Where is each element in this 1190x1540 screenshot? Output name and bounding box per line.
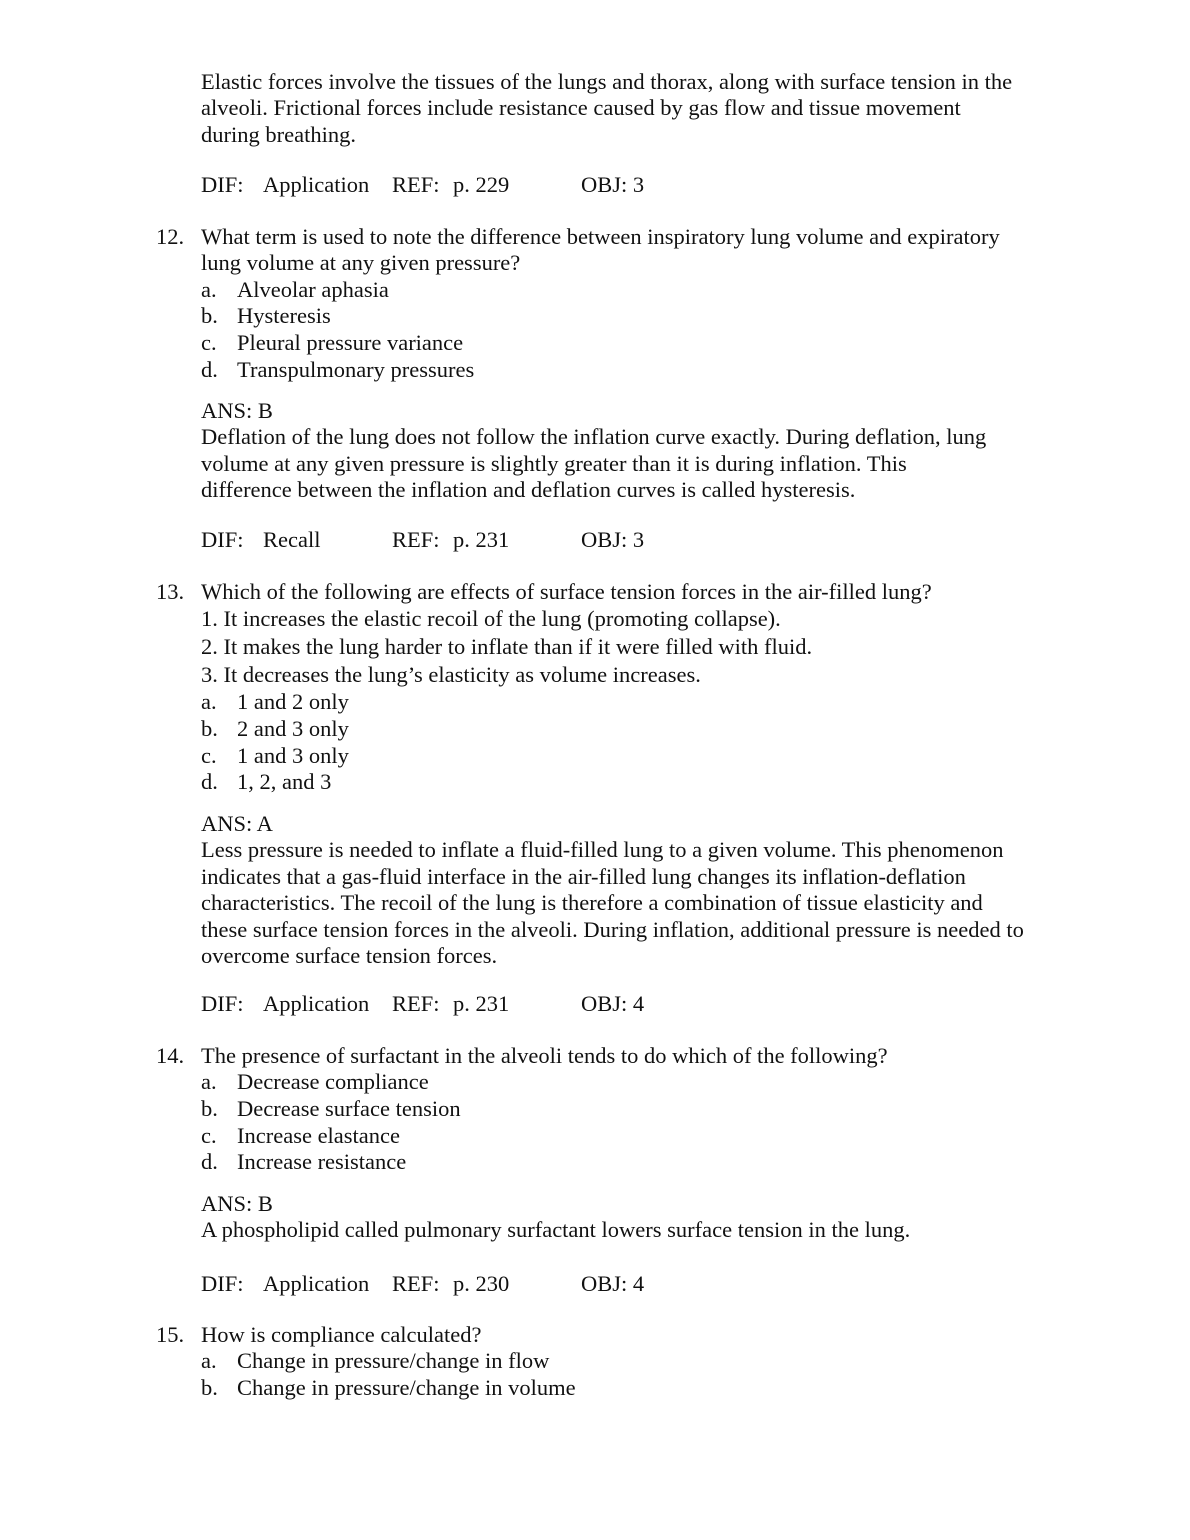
option-letter: a.	[201, 276, 217, 302]
rationale-line: A phospholipid called pulmonary surfactant lowers surface tension in the lung.	[201, 1217, 911, 1243]
question-meta	[201, 991, 901, 1017]
question-meta	[201, 527, 901, 553]
difficulty: Recall	[263, 527, 321, 552]
option-text: Alveolar aphasia	[237, 276, 389, 302]
question-15	[156, 1322, 576, 1402]
option-b	[201, 716, 932, 743]
option-text: Change in pressure/change in volume	[237, 1375, 576, 1400]
rationale-line: Deflation of the lung does not follow the inflation curve exactly. During deflation, lung	[201, 424, 987, 450]
ref-label: REF:	[392, 991, 440, 1016]
option-text: Pleural pressure variance	[237, 330, 464, 355]
option-b	[201, 1375, 576, 1402]
stem-line: The presence of surfactant in the alveoli tends to do which of the following?	[201, 1043, 888, 1068]
question-number: 13.	[156, 579, 185, 604]
stem-line: Which of the following are effects of surface tension forces in the air-filled lung?	[201, 579, 932, 604]
option-letter: a.	[201, 689, 217, 715]
stem-line: lung volume at any given pressure?	[201, 250, 521, 276]
option-c	[201, 1123, 888, 1150]
option-text: Hysteresis	[237, 303, 331, 329]
rationale-line: volume at any given pressure is slightly greater than it is during inflation. This	[201, 450, 907, 476]
option-text: Change in pressure/change in flow	[237, 1348, 550, 1374]
question-meta	[201, 172, 901, 198]
option-letter: d.	[201, 1149, 218, 1175]
answer-block	[201, 398, 986, 504]
answer-block	[201, 811, 1024, 969]
option-d	[201, 1149, 888, 1176]
option-b	[201, 1096, 888, 1123]
objective: OBJ: 3	[581, 172, 645, 197]
rationale-line: characteristics. The recoil of the lung is therefore a combination of tissue elasticity and	[201, 890, 983, 916]
option-letter: a.	[201, 1348, 217, 1374]
option-letter: b.	[201, 716, 218, 741]
statement: 3. It decreases the lung’s elasticity as volume increases.	[201, 662, 701, 688]
option-text: Increase resistance	[237, 1149, 407, 1175]
option-letter: d.	[201, 356, 218, 382]
option-letter: b.	[201, 1375, 218, 1400]
dif-label: DIF:	[201, 527, 244, 552]
stem-line: How is compliance calculated?	[201, 1322, 482, 1347]
stem-line: What term is used to note the difference between inspiratory lung volume and expiratory	[201, 224, 1000, 249]
question-12	[156, 224, 1000, 383]
dif-label: DIF:	[201, 1271, 244, 1296]
option-b	[201, 303, 1000, 330]
difficulty: Application	[263, 991, 370, 1016]
dif-label: DIF:	[201, 991, 244, 1016]
dif-label: DIF:	[201, 172, 244, 197]
rationale-line: difference between the inflation and deflation curves is called hysteresis.	[201, 477, 856, 503]
objective: OBJ: 3	[581, 527, 645, 552]
text-line: alveoli. Frictional forces include resistance caused by gas flow and tissue movement	[201, 95, 961, 121]
ref-label: REF:	[392, 172, 440, 197]
question-number: 12.	[156, 224, 185, 249]
ref-label: REF:	[392, 527, 440, 552]
answer: ANS: B	[201, 1191, 273, 1216]
option-d	[201, 357, 1000, 384]
option-text: Decrease compliance	[237, 1069, 429, 1095]
option-letter: c.	[201, 330, 217, 355]
reference: p. 230	[453, 1271, 510, 1296]
option-letter: c.	[201, 742, 217, 768]
reference: p. 229	[453, 172, 510, 197]
rationale-line: overcome surface tension forces.	[201, 943, 498, 969]
option-letter: b.	[201, 1096, 218, 1121]
text-line: Elastic forces involve the tissues of the lungs and thorax, along with surface tension in the	[201, 69, 1013, 94]
question-number: 14.	[156, 1043, 185, 1068]
question-14	[156, 1043, 888, 1176]
objective: OBJ: 4	[581, 1271, 645, 1296]
option-letter: a.	[201, 1069, 217, 1095]
question-number: 15.	[156, 1322, 185, 1347]
answer: ANS: A	[201, 811, 273, 836]
question-meta	[201, 1271, 901, 1297]
reference: p. 231	[453, 991, 510, 1016]
option-c	[201, 330, 1000, 357]
option-c	[201, 743, 932, 770]
option-letter: d.	[201, 769, 218, 795]
statement: 1. It increases the elastic recoil of the lung (promoting collapse).	[201, 606, 781, 632]
difficulty: Application	[263, 172, 370, 197]
reference: p. 231	[453, 527, 510, 552]
option-text: 2 and 3 only	[237, 716, 349, 741]
option-text: 1 and 3 only	[237, 742, 349, 768]
option-text: 1, 2, and 3	[237, 769, 332, 795]
answer: ANS: B	[201, 398, 273, 423]
statement: 2. It makes the lung harder to inflate than if it were filled with fluid.	[201, 634, 813, 660]
ref-label: REF:	[392, 1271, 440, 1296]
rationale-line: these surface tension forces in the alveoli. During inflation, additional pressure is needed to	[201, 916, 1024, 942]
text-line: during breathing.	[201, 121, 356, 147]
answer-block	[201, 1191, 910, 1244]
question-13	[156, 579, 932, 796]
option-text: 1 and 2 only	[237, 689, 349, 715]
option-text: Decrease surface tension	[237, 1096, 461, 1121]
intro-rationale	[201, 69, 1012, 148]
option-letter: c.	[201, 1122, 217, 1148]
option-letter: b.	[201, 303, 218, 329]
rationale-line: indicates that a gas-fluid interface in the air-filled lung changes its inflation-deflation	[201, 863, 966, 889]
option-a	[201, 1348, 550, 1375]
rationale-line: Less pressure is needed to inflate a fluid-filled lung to a given volume. This phenomenon	[201, 837, 1004, 863]
difficulty: Application	[263, 1271, 370, 1296]
objective: OBJ: 4	[581, 991, 645, 1016]
option-text: Increase elastance	[237, 1122, 401, 1148]
option-a	[201, 277, 1000, 304]
option-d	[201, 769, 932, 796]
option-a	[201, 689, 932, 716]
option-text: Transpulmonary pressures	[237, 356, 475, 382]
option-a	[201, 1069, 888, 1096]
